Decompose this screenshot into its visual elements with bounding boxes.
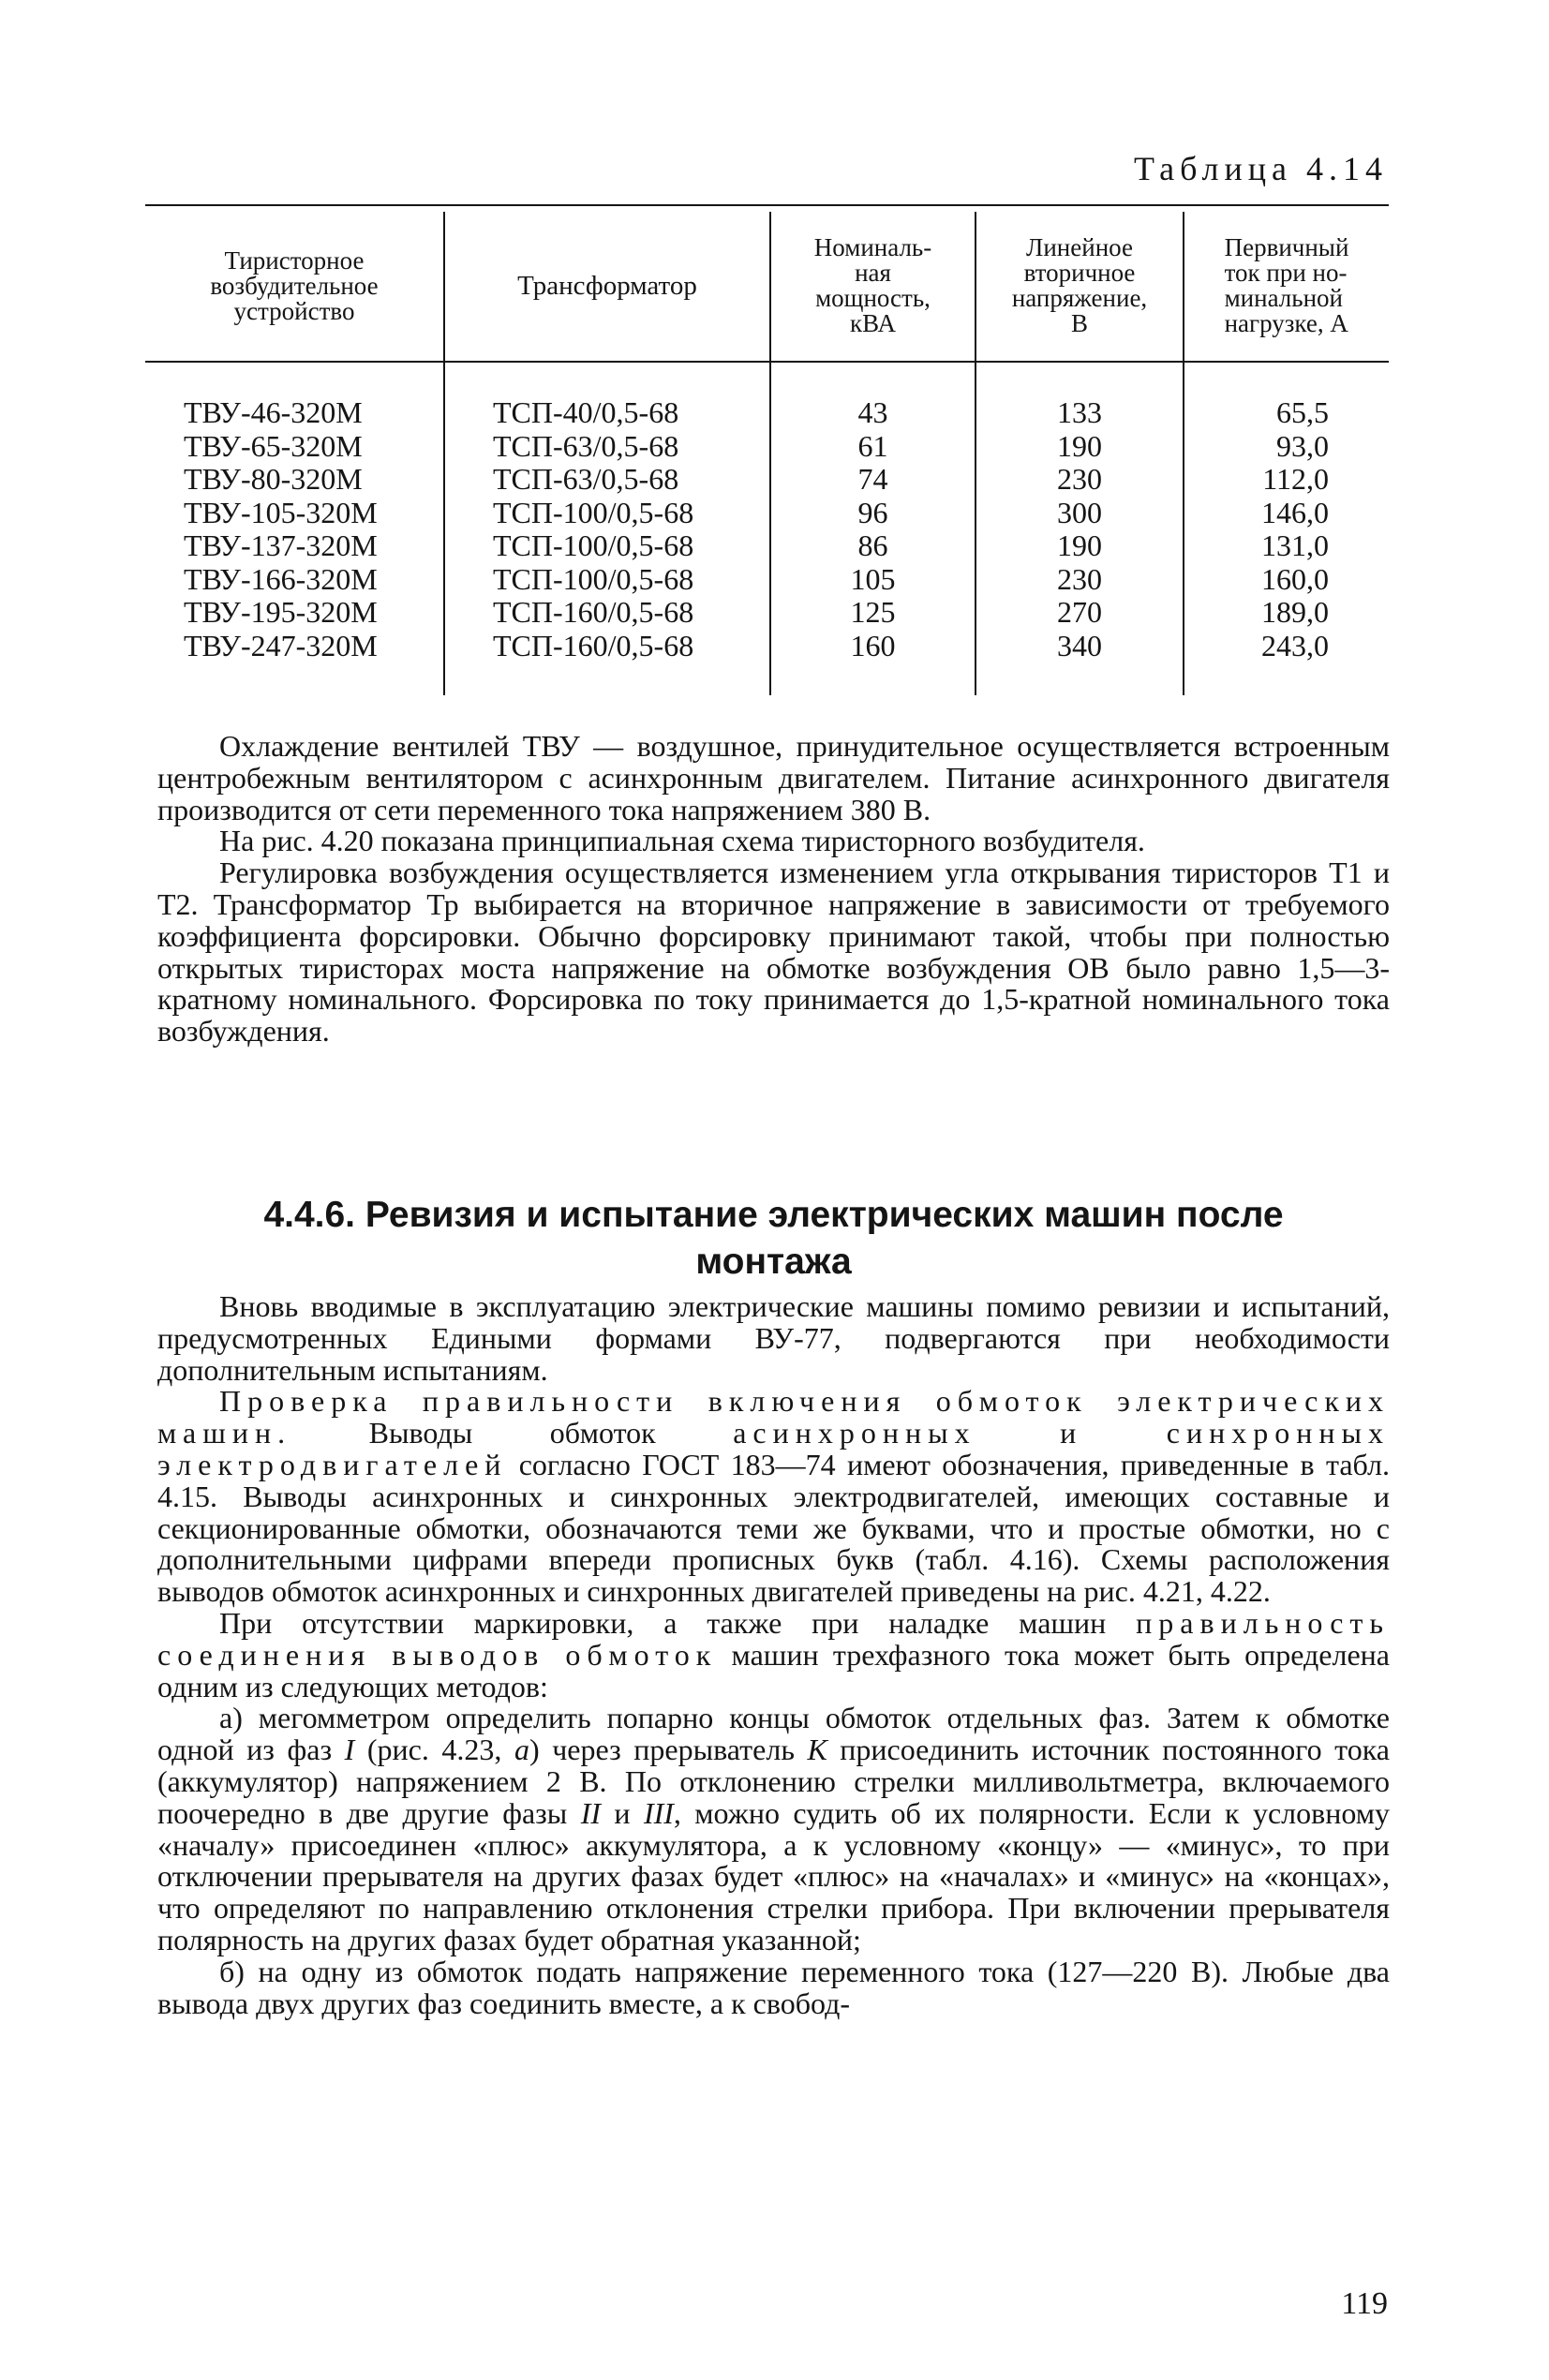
table-cell: ТСП-100/0,5-68 xyxy=(493,495,694,529)
column-voltage xyxy=(976,396,1183,662)
paragraph: При отсутствии маркировки, а также при наладке машин правильность соединения выводов обмоток машин трехфазного тока может быть определена одним из следующих методов: xyxy=(157,1605,1391,1703)
table-cell: ТВУ-195-320М xyxy=(184,595,378,629)
text-block-bottom xyxy=(157,1291,1390,2019)
header-transformer: Трансформатор xyxy=(517,270,697,301)
table-top-rule xyxy=(145,204,1389,206)
table-cell: ТВУ-137-320М xyxy=(184,528,378,562)
table-cell: 125 xyxy=(850,595,896,629)
table-cell: 160 xyxy=(850,628,896,662)
table-cell: ТВУ-247-320М xyxy=(184,628,378,662)
table-cell: 133 xyxy=(1057,395,1102,429)
paragraph: Вновь вводимые в эксплуатацию электрические машины помимо ревизии и испытаний, предусмотренных Едиными формами ВУ-77, подвергаются при необходимости дополнительным испытаниям. xyxy=(157,1289,1390,1387)
table-cell: 86 xyxy=(857,528,888,562)
header-power: Номиналь- ная мощность, кВА xyxy=(813,233,932,337)
table-cell: ТСП-40/0,5-68 xyxy=(493,395,679,429)
table-cell: ТСП-100/0,5-68 xyxy=(493,561,694,596)
table-cell: 190 xyxy=(1057,528,1102,562)
table-cell: 105 xyxy=(850,561,896,596)
table-cell: 61 xyxy=(857,428,888,463)
table-cell: 190 xyxy=(1057,428,1102,463)
table-cell: ТВУ-65-320М xyxy=(184,428,363,463)
text-block-top xyxy=(157,731,1390,1048)
table-cell: ТВУ-80-320М xyxy=(184,462,363,496)
header-device: Тиристорное возбудительное устройство xyxy=(210,245,379,325)
table-header-rule xyxy=(145,361,1389,363)
table-cell: ТСП-63/0,5-68 xyxy=(493,428,679,463)
table-cell: 270 xyxy=(1057,595,1102,629)
table-cell: ТСП-160/0,5-68 xyxy=(493,628,694,662)
table-cell: 131,0 xyxy=(1261,528,1329,562)
table-cell: 74 xyxy=(857,462,888,496)
table-cell: ТВУ-46-320М xyxy=(184,395,363,429)
table-cell: 160,0 xyxy=(1261,561,1329,596)
table-cell: 340 xyxy=(1057,628,1102,662)
table-cell: ТВУ-166-320М xyxy=(184,561,378,596)
column-current xyxy=(1184,396,1329,662)
header-current: Первичный ток при но- минальной нагрузке, А xyxy=(1224,233,1349,337)
table-cell: 230 xyxy=(1057,462,1102,496)
column-transformer xyxy=(493,396,693,662)
table-cell: 230 xyxy=(1057,561,1102,596)
paragraph: б) на одну из обмоток подать напряжение переменного тока (127—220 В). Любые два вывода двух других фаз соединить вместе, а к свобод- xyxy=(157,1954,1390,2020)
page-number: 119 xyxy=(1341,2286,1388,2321)
paragraph: Проверка правильности включения обмоток электрических машин. Выводы обмоток асинхронных и синхронных электродвигателей согласно ГОСТ 183—74 имеют обозначения, приведенные в табл. 4.15. Выводы асинхронных и синхронных электродвигателей, имеющих составные и секционированные обмотки, обозначаются теми же буквами, что и простые обмотки, но с дополнительными цифрами впереди прописных букв (табл. 4.16). Схемы расположения выводов обмоток асинхронных и синхронных двигателей приведены на рис. 4.21, 4.22. xyxy=(157,1384,1391,1609)
table-cell: 300 xyxy=(1057,495,1102,529)
table-cell: ТСП-160/0,5-68 xyxy=(493,595,694,629)
paragraph: Охлаждение вентилей ТВУ — воздушное, принудительное осуществляется встроенным центробежным вентилятором с асинхронным двигателем. Питание асинхронного двигателя производится от сети переменного тока напряжением 380 В. xyxy=(157,729,1390,826)
table-caption: Таблица 4.14 xyxy=(1134,150,1388,187)
table-cell: 43 xyxy=(857,395,888,429)
paragraph: На рис. 4.20 показана принципиальная схема тиристорного возбудителя. xyxy=(219,824,1145,858)
table-cell: 189,0 xyxy=(1261,595,1329,629)
paragraph: а) мегомметром определить попарно концы обмоток отдельных фаз. Затем к обмотке одной из фаз I (рис. 4.23, а) через прерыватель К присоединить источник постоянного тока (аккумулятор) напряжением 2 В. По отклонению стрелки милливольтметра, включаемого поочередно в две другие фазы II и III, можно судить об их полярности. Если к условному «началу» присоединен «плюс» аккумулятора, а к условному «концу» — «минус», то при отключении прерывателя на других фазах будет «плюс» на «началах» и «минус» на «концах», что определяют по направлению отклонения стрелки прибора. При включении прерывателя полярность на других фазах будет обратная указанной; xyxy=(157,1701,1391,1956)
paragraph: Регулировка возбуждения осуществляется изменением угла открывания тиристоров Т1 и Т2. Трансформатор Тр выбирается на вторичное напряжение в зависимости от требуемого коэффициента форсировки. Обычно форсировку принимают такой, чтобы при полностью открытых тиристорах моста напряжение на обмотке возбуждения ОВ было равно 1,5—3-кратному номинального. Форсировка по току принимается до 1,5-кратной номинального тока возбуждения. xyxy=(157,855,1390,1049)
table-cell: 243,0 xyxy=(1261,628,1329,662)
table-cell: ТСП-63/0,5-68 xyxy=(493,462,679,496)
table-cell: 112,0 xyxy=(1262,462,1329,496)
table-cell: ТВУ-105-320М xyxy=(184,495,378,529)
section-heading: 4.4.6. Ревизия и испытание электрических машин после монтажа xyxy=(263,1195,1284,1282)
table-cell: 93,0 xyxy=(1276,428,1329,463)
column-power xyxy=(771,396,975,662)
header-voltage: Линейное вторичное напряжение, В xyxy=(1011,233,1148,337)
table-cell: 146,0 xyxy=(1261,495,1329,529)
table-cell: 65,5 xyxy=(1276,395,1329,429)
table-cell: 96 xyxy=(857,495,888,529)
column-device xyxy=(184,396,378,662)
table-cell: ТСП-100/0,5-68 xyxy=(493,528,694,562)
